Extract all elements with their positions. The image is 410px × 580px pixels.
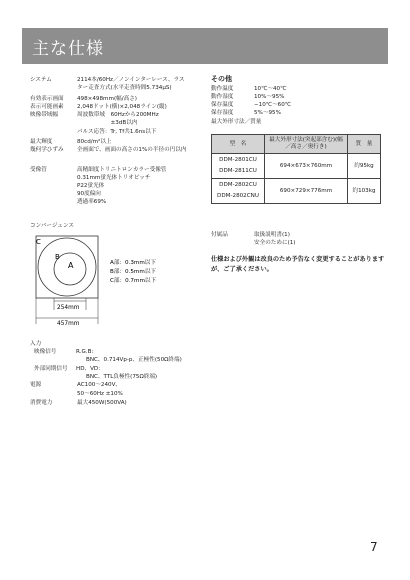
- other-title: その他: [211, 75, 232, 83]
- header-dimensions: 最大外形寸法(突起部含む)(幅／高さ／奥行き): [265, 135, 348, 154]
- spec-value-line: ±3dB以内: [77, 120, 138, 126]
- convergence-title: コンバージェンス: [30, 223, 74, 229]
- spec-value-line: 高精細度トリニトロンカラー受像管: [77, 167, 167, 173]
- page-number: 7: [370, 540, 378, 554]
- spec-label: 最大外形寸法／質量: [211, 119, 262, 125]
- spec-value-line: 0.31mm蛍光体トリオピッチ: [77, 175, 151, 181]
- spec-label: 表示可能画素: [30, 104, 64, 110]
- spec-value-line: 498×498mm(幅/高さ): [77, 96, 137, 102]
- spec-label: 消費電力: [30, 400, 53, 406]
- spec-label: 動作温度: [211, 86, 234, 92]
- spec-label: 幾何学ひずみ: [30, 147, 64, 153]
- spec-label: 受像管: [30, 167, 47, 173]
- page-title: 主な仕様: [32, 39, 104, 59]
- table-row: [212, 179, 381, 204]
- dim-457: 457mm: [57, 321, 80, 327]
- spec-label: 付属品: [211, 232, 228, 238]
- spec-value-line: BNC、TTL負極性(75Ω終端): [86, 374, 158, 380]
- model-name: DDM-2811CU: [219, 168, 257, 174]
- header-model: 型 名: [212, 135, 265, 154]
- dimensions-cell: 694×673×760mm: [265, 154, 348, 179]
- spec-value-line: AC100〜240V、: [77, 382, 122, 388]
- spec-label: 保存湿度: [211, 110, 234, 116]
- spec-value-line: 90度偏向: [77, 191, 101, 197]
- model-name: DDM-2802CU: [219, 182, 257, 188]
- spec-value: 5%〜95%: [254, 110, 281, 116]
- spec-value-line: HD、VD：: [76, 366, 104, 372]
- dimensions-cell: 690×729×776mm: [265, 179, 348, 204]
- spec-system: [30, 76, 200, 92]
- dimensions-table: [211, 134, 381, 204]
- convergence-diagram: [30, 230, 205, 330]
- zone-b-circle: [38, 238, 96, 296]
- header-mass: 質 量: [348, 135, 381, 154]
- spec-label: 保存温度: [211, 102, 234, 108]
- legend-b: B部：0.5mm以下: [110, 269, 157, 275]
- spec-value-line: BNC、0.714Vp-p、正極性(50Ω終端): [86, 357, 182, 363]
- table-header-row: [212, 135, 381, 154]
- spec-label: 外部同期信号: [34, 366, 68, 372]
- input-title: 入力: [30, 341, 42, 347]
- spec-value-line: 全画面で、画面の高さの1%の半径の円以内: [77, 147, 187, 153]
- page-header: [22, 28, 388, 64]
- spec-value-line: ター走査方式(水平走査時間5.734μS): [77, 85, 172, 91]
- spec-label: 動作湿度: [211, 94, 234, 100]
- spec-value-line: 2,048ドット(横)×2,048ライン(縦): [77, 104, 167, 110]
- accessory-item: 安全のために(1): [254, 240, 296, 246]
- zone-c-square: [36, 236, 98, 298]
- spec-value-line: R.G.B:: [76, 349, 94, 355]
- spec-value: −10℃〜60℃: [254, 102, 292, 108]
- mass-cell: 約95kg: [348, 154, 381, 179]
- accessories: [211, 231, 381, 249]
- spec-label: システム: [30, 77, 52, 83]
- spec-value-line: パルス応答：Tr, Tf共1.6ns以下: [77, 129, 157, 135]
- spec-value-line: P22蛍光体: [77, 183, 105, 189]
- model-cell: [212, 154, 265, 179]
- spec-value-line: 50〜60Hz ±10%: [77, 391, 123, 397]
- dim-254: 254mm: [57, 305, 80, 311]
- spec-value: 10℃〜40℃: [254, 86, 287, 92]
- model-name: DDM-2801CU: [219, 157, 257, 163]
- legend-a: A部：0.3mm以下: [110, 260, 156, 266]
- spec-label: 映像帯域幅: [30, 112, 58, 118]
- mass-cell: 約103kg: [348, 179, 381, 204]
- spec-value: 10%〜95%: [254, 94, 285, 100]
- change-notice: 仕様および外観は改良のため予告なく変更することがありますが、ご了承ください。: [211, 256, 385, 273]
- spec-label: 最大輝度: [30, 139, 53, 145]
- model-cell: [212, 179, 265, 204]
- spec-value-line: 80cd/m²以上: [77, 139, 112, 145]
- accessory-item: 取扱説明書(1): [254, 232, 290, 238]
- spec-value-line: 周波数帯域 60Hzから200MHz: [77, 112, 159, 118]
- table-row: [212, 154, 381, 179]
- spec-label: 有効表示画面: [30, 96, 64, 102]
- spec-value-line: 2114本/60Hz／ノンインターレース、ラス: [77, 77, 185, 83]
- model-name: DDM-2802CNU: [217, 193, 259, 199]
- spec-value-line: 最大450W(500VA): [77, 400, 127, 406]
- spec-label: 映像信号: [34, 349, 57, 355]
- zone-label-b: B: [55, 253, 60, 261]
- legend-c: C部：0.7mm以下: [110, 278, 157, 284]
- zone-label-a: A: [68, 261, 74, 270]
- spec-value-line: 透過率69%: [77, 199, 107, 205]
- spec-label: 電源: [30, 382, 42, 388]
- zone-label-c: C: [36, 238, 41, 246]
